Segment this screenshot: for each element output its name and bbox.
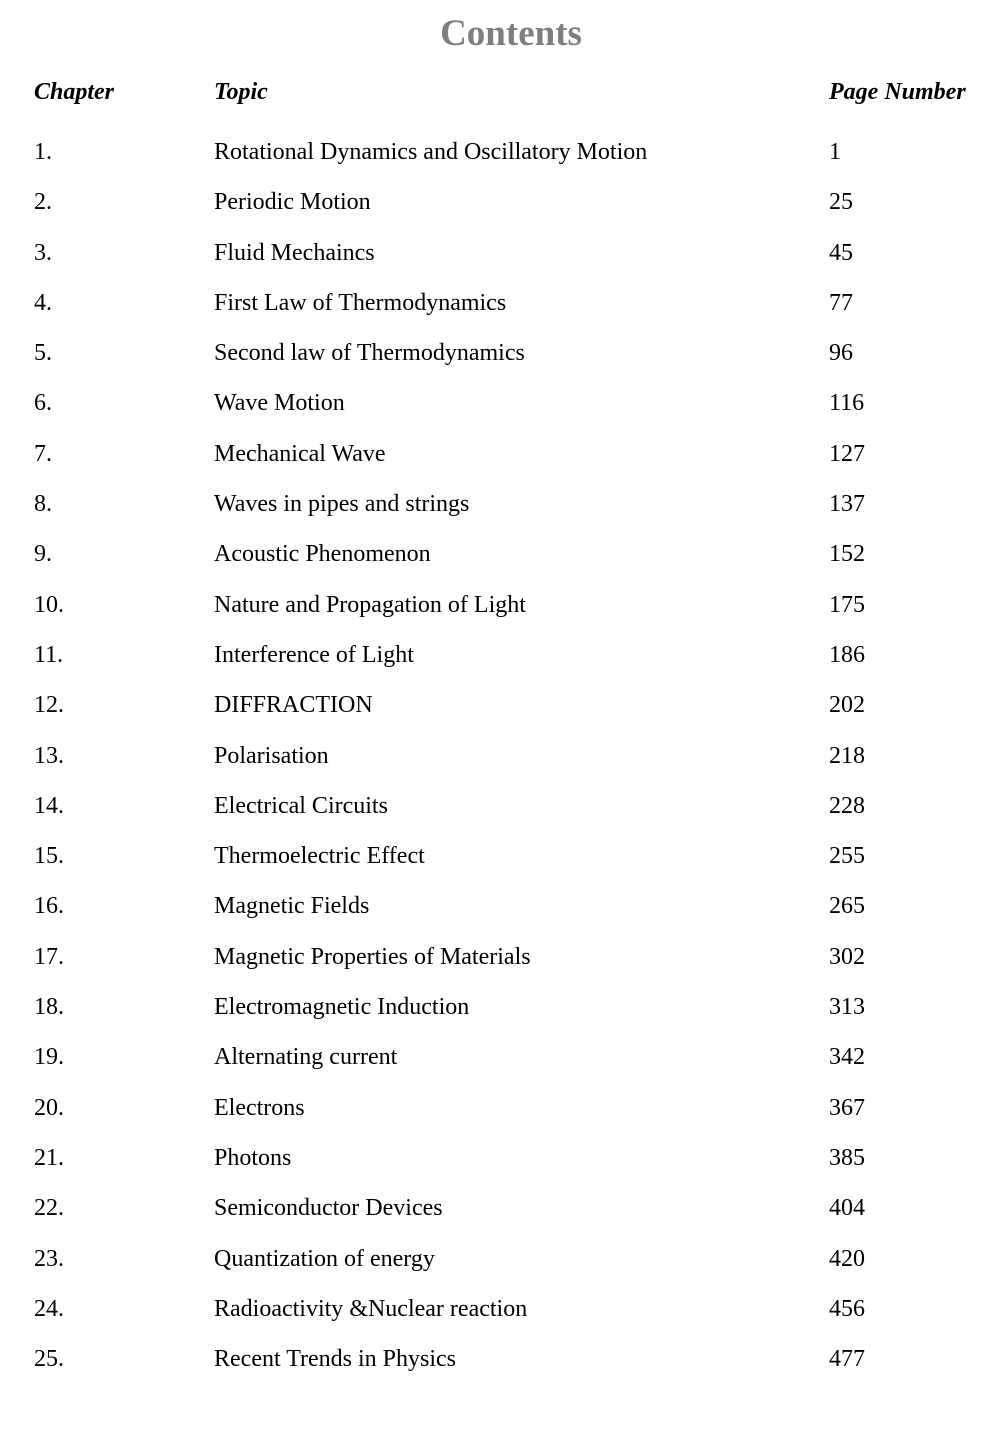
list-item	[0, 386, 988, 436]
chapter-topic: Second law of Thermodynamics	[214, 340, 525, 367]
page-number: 175	[829, 591, 865, 618]
chapter-topic: Magnetic Properties of Materials	[214, 943, 531, 970]
chapter-topic: Periodic Motion	[214, 189, 371, 216]
list-item	[0, 1242, 988, 1292]
page-number: 202	[829, 692, 865, 719]
chapter-number: 22.	[34, 1195, 64, 1222]
page-number: 218	[829, 742, 865, 769]
chapter-number: 13.	[34, 742, 64, 769]
list-item	[0, 1342, 988, 1392]
list-item	[0, 1191, 988, 1241]
page-number: 420	[829, 1245, 865, 1272]
chapter-number: 10.	[34, 591, 64, 618]
page-number: 342	[829, 1044, 865, 1071]
chapter-number: 2.	[34, 189, 52, 216]
chapter-topic: Mechanical Wave	[214, 440, 386, 467]
chapter-topic: Acoustic Phenomenon	[214, 541, 431, 568]
page-number: 265	[829, 893, 865, 920]
list-item	[0, 739, 988, 789]
page-number: 116	[829, 390, 865, 417]
chapter-topic: Alternating current	[214, 1044, 398, 1071]
chapter-topic: Electrons	[214, 1094, 305, 1121]
list-item	[0, 940, 988, 990]
list-item	[0, 135, 988, 185]
chapter-topic: Photons	[214, 1144, 292, 1171]
list-item	[0, 336, 988, 386]
page-number: 45	[829, 239, 853, 266]
page-number: 456	[829, 1295, 865, 1322]
list-item	[0, 487, 988, 537]
chapter-number: 14.	[34, 792, 64, 819]
page-number: 313	[829, 994, 865, 1021]
chapter-topic: Thermoelectric Effect	[214, 843, 425, 870]
list-item	[0, 588, 988, 638]
list-item	[0, 1141, 988, 1191]
chapter-number: 19.	[34, 1044, 64, 1071]
chapter-number: 21.	[34, 1144, 64, 1171]
chapter-number: 16.	[34, 893, 64, 920]
chapter-topic: Fluid Mechaincs	[214, 239, 375, 266]
chapter-topic: Electromagnetic Induction	[214, 994, 470, 1021]
page-number: 96	[829, 340, 853, 367]
list-item	[0, 437, 988, 487]
list-item	[0, 1091, 988, 1141]
page-number: 127	[829, 440, 865, 467]
page-number: 152	[829, 541, 865, 568]
chapter-number: 4.	[34, 289, 52, 316]
page-number: 302	[829, 943, 865, 970]
list-item	[0, 1292, 988, 1342]
chapter-topic: Quantization of energy	[214, 1245, 435, 1272]
chapter-number: 18.	[34, 994, 64, 1021]
chapter-column-header: Chapter	[34, 79, 115, 105]
list-item	[0, 236, 988, 286]
page-number: 404	[829, 1195, 865, 1222]
chapter-number: 5.	[34, 340, 52, 367]
chapter-topic: Electrical Circuits	[214, 792, 388, 819]
contents-list	[0, 135, 988, 1392]
chapter-number: 6.	[34, 390, 52, 417]
chapter-number: 3.	[34, 239, 52, 266]
chapter-number: 17.	[34, 943, 64, 970]
page-number: 228	[829, 792, 865, 819]
chapter-topic: Magnetic Fields	[214, 893, 370, 920]
chapter-topic: Nature and Propagation of Light	[214, 591, 526, 618]
page-number: 1	[829, 139, 841, 165]
chapter-topic: Wave Motion	[214, 390, 345, 417]
chapter-number: 9.	[34, 541, 52, 568]
page-number: 186	[829, 641, 865, 668]
list-item	[0, 1040, 988, 1090]
chapter-number: 11.	[34, 641, 64, 668]
chapter-number: 23.	[34, 1245, 64, 1272]
list-item	[0, 990, 988, 1040]
page-number-column-header: Page Number	[829, 79, 966, 105]
chapter-topic: DIFFRACTION	[214, 692, 373, 719]
chapter-number: 15.	[34, 843, 64, 870]
page-number: 77	[829, 289, 853, 316]
page-number: 255	[829, 843, 865, 870]
list-item	[0, 185, 988, 235]
chapter-number: 7.	[34, 440, 52, 467]
list-item	[0, 286, 988, 336]
chapter-topic: Radioactivity &Nuclear reaction	[214, 1295, 528, 1322]
chapter-topic: Recent Trends in Physics	[214, 1346, 457, 1373]
page-number: 477	[829, 1346, 865, 1373]
page-number: 385	[829, 1144, 865, 1171]
list-item	[0, 839, 988, 889]
chapter-topic: Interference of Light	[214, 641, 414, 668]
chapter-topic: Waves in pipes and strings	[214, 491, 470, 518]
chapter-number: 8.	[34, 491, 52, 518]
chapter-topic: First Law of Thermodynamics	[214, 289, 507, 316]
chapter-topic: Rotational Dynamics and Oscillatory Motion	[214, 139, 648, 165]
chapter-number: 24.	[34, 1295, 64, 1322]
topic-column-header: Topic	[214, 79, 268, 105]
chapter-number: 25.	[34, 1346, 64, 1373]
page-number: 367	[829, 1094, 865, 1121]
chapter-topic: Semiconductor Devices	[214, 1195, 443, 1222]
page-title: Contents	[440, 13, 582, 54]
list-item	[0, 889, 988, 939]
page-number: 137	[829, 491, 865, 518]
chapter-number: 1.	[34, 139, 52, 165]
page-number: 25	[829, 189, 853, 216]
chapter-number: 20.	[34, 1094, 64, 1121]
list-item	[0, 638, 988, 688]
chapter-topic: Polarisation	[214, 742, 329, 769]
list-item	[0, 789, 988, 839]
list-item	[0, 688, 988, 738]
list-item	[0, 537, 988, 587]
chapter-number: 12.	[34, 692, 64, 719]
